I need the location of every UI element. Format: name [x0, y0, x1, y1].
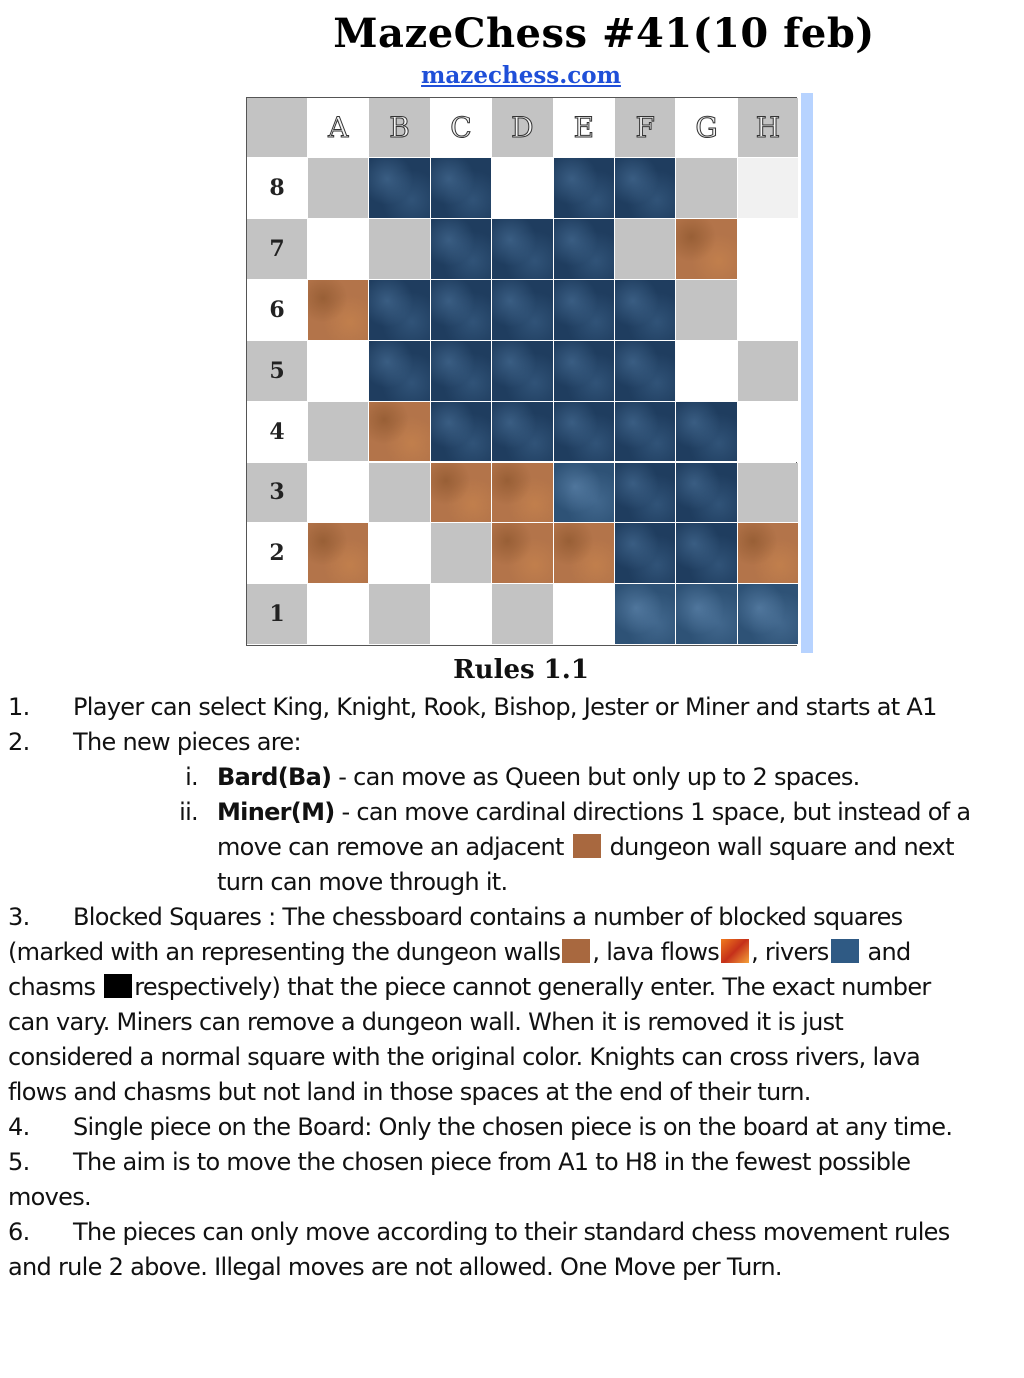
square-f6[interactable] [615, 280, 676, 341]
square-c7[interactable] [431, 219, 492, 280]
square-a4[interactable] [308, 402, 369, 463]
square-g5[interactable] [676, 341, 737, 402]
file-label: E [573, 111, 595, 144]
square-h4[interactable] [738, 402, 799, 463]
rule-5: 5. The aim is to move the chosen piece from A1 to H8 in the fewest possible [8, 1148, 911, 1176]
square-f2[interactable] [615, 523, 676, 584]
rank-label: 6 [269, 296, 285, 323]
rule-6-line2: and rule 2 above. Illegal moves are not allowed. One Move per Turn. [8, 1253, 782, 1281]
rank-header-4 [247, 402, 308, 463]
square-g2[interactable] [676, 523, 737, 584]
rule-3-line4: can vary. Miners can remove a dungeon wall. When it is removed it is just [8, 1008, 844, 1036]
chasm-swatch-icon [104, 974, 132, 998]
rank-header-1 [247, 584, 308, 645]
file-label: D [511, 111, 534, 144]
rank-label: 4 [269, 418, 285, 445]
scrollbar[interactable] [801, 93, 813, 653]
square-h2[interactable] [738, 523, 799, 584]
square-h6[interactable] [738, 280, 799, 341]
square-e5[interactable] [554, 341, 615, 402]
square-h3[interactable] [738, 463, 799, 524]
rank-header-5 [247, 341, 308, 402]
file-header-f [615, 98, 676, 158]
rules-list [8, 690, 1018, 1285]
square-d3[interactable] [492, 463, 553, 524]
file-header-c [431, 98, 492, 158]
square-h1[interactable] [738, 584, 799, 645]
square-a3[interactable] [308, 463, 369, 524]
rule-3: 3. Blocked Squares : The chessboard contains a number of blocked squares [8, 903, 903, 931]
square-f7[interactable] [615, 219, 676, 280]
board-corner [247, 98, 308, 158]
file-label: A [328, 111, 349, 144]
square-c5[interactable] [431, 341, 492, 402]
rank-header-2 [247, 523, 308, 584]
square-e1[interactable] [554, 584, 615, 645]
rank-header-6 [247, 280, 308, 341]
square-a8[interactable] [308, 158, 369, 219]
rule-3-line2: (marked with an representing the dungeon walls , lava flows , rivers and [8, 938, 911, 966]
chess-board [246, 97, 797, 646]
square-h8[interactable] [738, 158, 799, 219]
square-f3[interactable] [615, 463, 676, 524]
file-label: F [635, 111, 655, 144]
square-a5[interactable] [308, 341, 369, 402]
square-b6[interactable] [369, 280, 430, 341]
rule-2-ii-cont: move can remove an adjacent dungeon wall square and next [217, 833, 954, 861]
page-title: MazeChess #41(10 feb) [333, 10, 875, 57]
square-d5[interactable] [492, 341, 553, 402]
rank-label: 3 [269, 479, 285, 506]
square-g4[interactable] [676, 402, 737, 463]
square-c3[interactable] [431, 463, 492, 524]
square-c4[interactable] [431, 402, 492, 463]
rank-header-3 [247, 463, 308, 524]
rule-6: 6. The pieces can only move according to their standard chess movement rules [8, 1218, 950, 1246]
square-d7[interactable] [492, 219, 553, 280]
square-e2[interactable] [554, 523, 615, 584]
file-header-h [738, 98, 799, 158]
square-b1[interactable] [369, 584, 430, 645]
lava-flow-swatch-icon [721, 939, 749, 963]
file-header-d [492, 98, 553, 158]
rule-3-line6: flows and chasms but not land in those spaces at the end of their turn. [8, 1078, 811, 1106]
rule-1: 1. Player can select King, Knight, Rook, Bishop, Jester or Miner and starts at A1 [8, 693, 937, 721]
square-g1[interactable] [676, 584, 737, 645]
square-d6[interactable] [492, 280, 553, 341]
rule-2-i: i. Bard(Ba) - can move as Queen but only up to 2 spaces. [185, 763, 860, 791]
square-d2[interactable] [492, 523, 553, 584]
rules-title: Rules 1.1 [453, 655, 589, 685]
square-b2[interactable] [369, 523, 430, 584]
square-f8[interactable] [615, 158, 676, 219]
square-h7[interactable] [738, 219, 799, 280]
square-a2[interactable] [308, 523, 369, 584]
rank-label: 5 [269, 357, 285, 384]
square-g8[interactable] [676, 158, 737, 219]
rule-3-line3: chasms respectively) that the piece cannot generally enter. The exact number [8, 973, 931, 1001]
square-h5[interactable] [738, 341, 799, 402]
rule-3-line5: considered a normal square with the original color. Knights can cross rivers, lava [8, 1043, 920, 1071]
square-a7[interactable] [308, 219, 369, 280]
file-label: B [389, 111, 410, 144]
rank-label: 8 [269, 174, 285, 201]
dungeon-wall-swatch-icon [562, 939, 590, 963]
square-e8[interactable] [554, 158, 615, 219]
file-label: H [755, 111, 781, 144]
dungeon-wall-swatch-icon [573, 834, 601, 858]
square-b7[interactable] [369, 219, 430, 280]
site-link[interactable]: mazechess.com [421, 62, 621, 89]
square-a1[interactable] [308, 584, 369, 645]
square-d1[interactable] [492, 584, 553, 645]
file-label: G [695, 111, 718, 144]
rule-2: 2. The new pieces are: [8, 728, 301, 756]
rule-4: 4. Single piece on the Board: Only the chosen piece is on the board at any time. [8, 1113, 953, 1141]
rank-label: 1 [269, 601, 285, 628]
square-e6[interactable] [554, 280, 615, 341]
file-header-a [308, 98, 369, 158]
square-d4[interactable] [492, 402, 553, 463]
square-a6[interactable] [308, 280, 369, 341]
square-b8[interactable] [369, 158, 430, 219]
rule-2-ii-cont2: turn can move through it. [217, 868, 508, 896]
rank-header-8 [247, 158, 308, 219]
square-c2[interactable] [431, 523, 492, 584]
square-g6[interactable] [676, 280, 737, 341]
square-c1[interactable] [431, 584, 492, 645]
rule-2-ii: ii. Miner(M) - can move cardinal directions 1 space, but instead of a [179, 798, 971, 826]
square-e4[interactable] [554, 402, 615, 463]
square-g7[interactable] [676, 219, 737, 280]
square-c8[interactable] [431, 158, 492, 219]
rank-label: 2 [269, 540, 285, 567]
square-f4[interactable] [615, 402, 676, 463]
file-header-g [676, 98, 737, 158]
square-e3[interactable] [554, 463, 615, 524]
rank-header-7 [247, 219, 308, 280]
square-c6[interactable] [431, 280, 492, 341]
file-label: C [450, 111, 472, 144]
rank-label: 7 [269, 235, 285, 262]
square-e7[interactable] [554, 219, 615, 280]
square-f1[interactable] [615, 584, 676, 645]
square-f5[interactable] [615, 341, 676, 402]
file-header-b [369, 98, 430, 158]
square-b3[interactable] [369, 463, 430, 524]
square-b5[interactable] [369, 341, 430, 402]
square-b4[interactable] [369, 402, 430, 463]
river-swatch-icon [831, 939, 859, 963]
square-d8[interactable] [492, 158, 553, 219]
file-header-e [554, 98, 615, 158]
square-g3[interactable] [676, 463, 737, 524]
rule-5-line2: moves. [8, 1183, 91, 1211]
